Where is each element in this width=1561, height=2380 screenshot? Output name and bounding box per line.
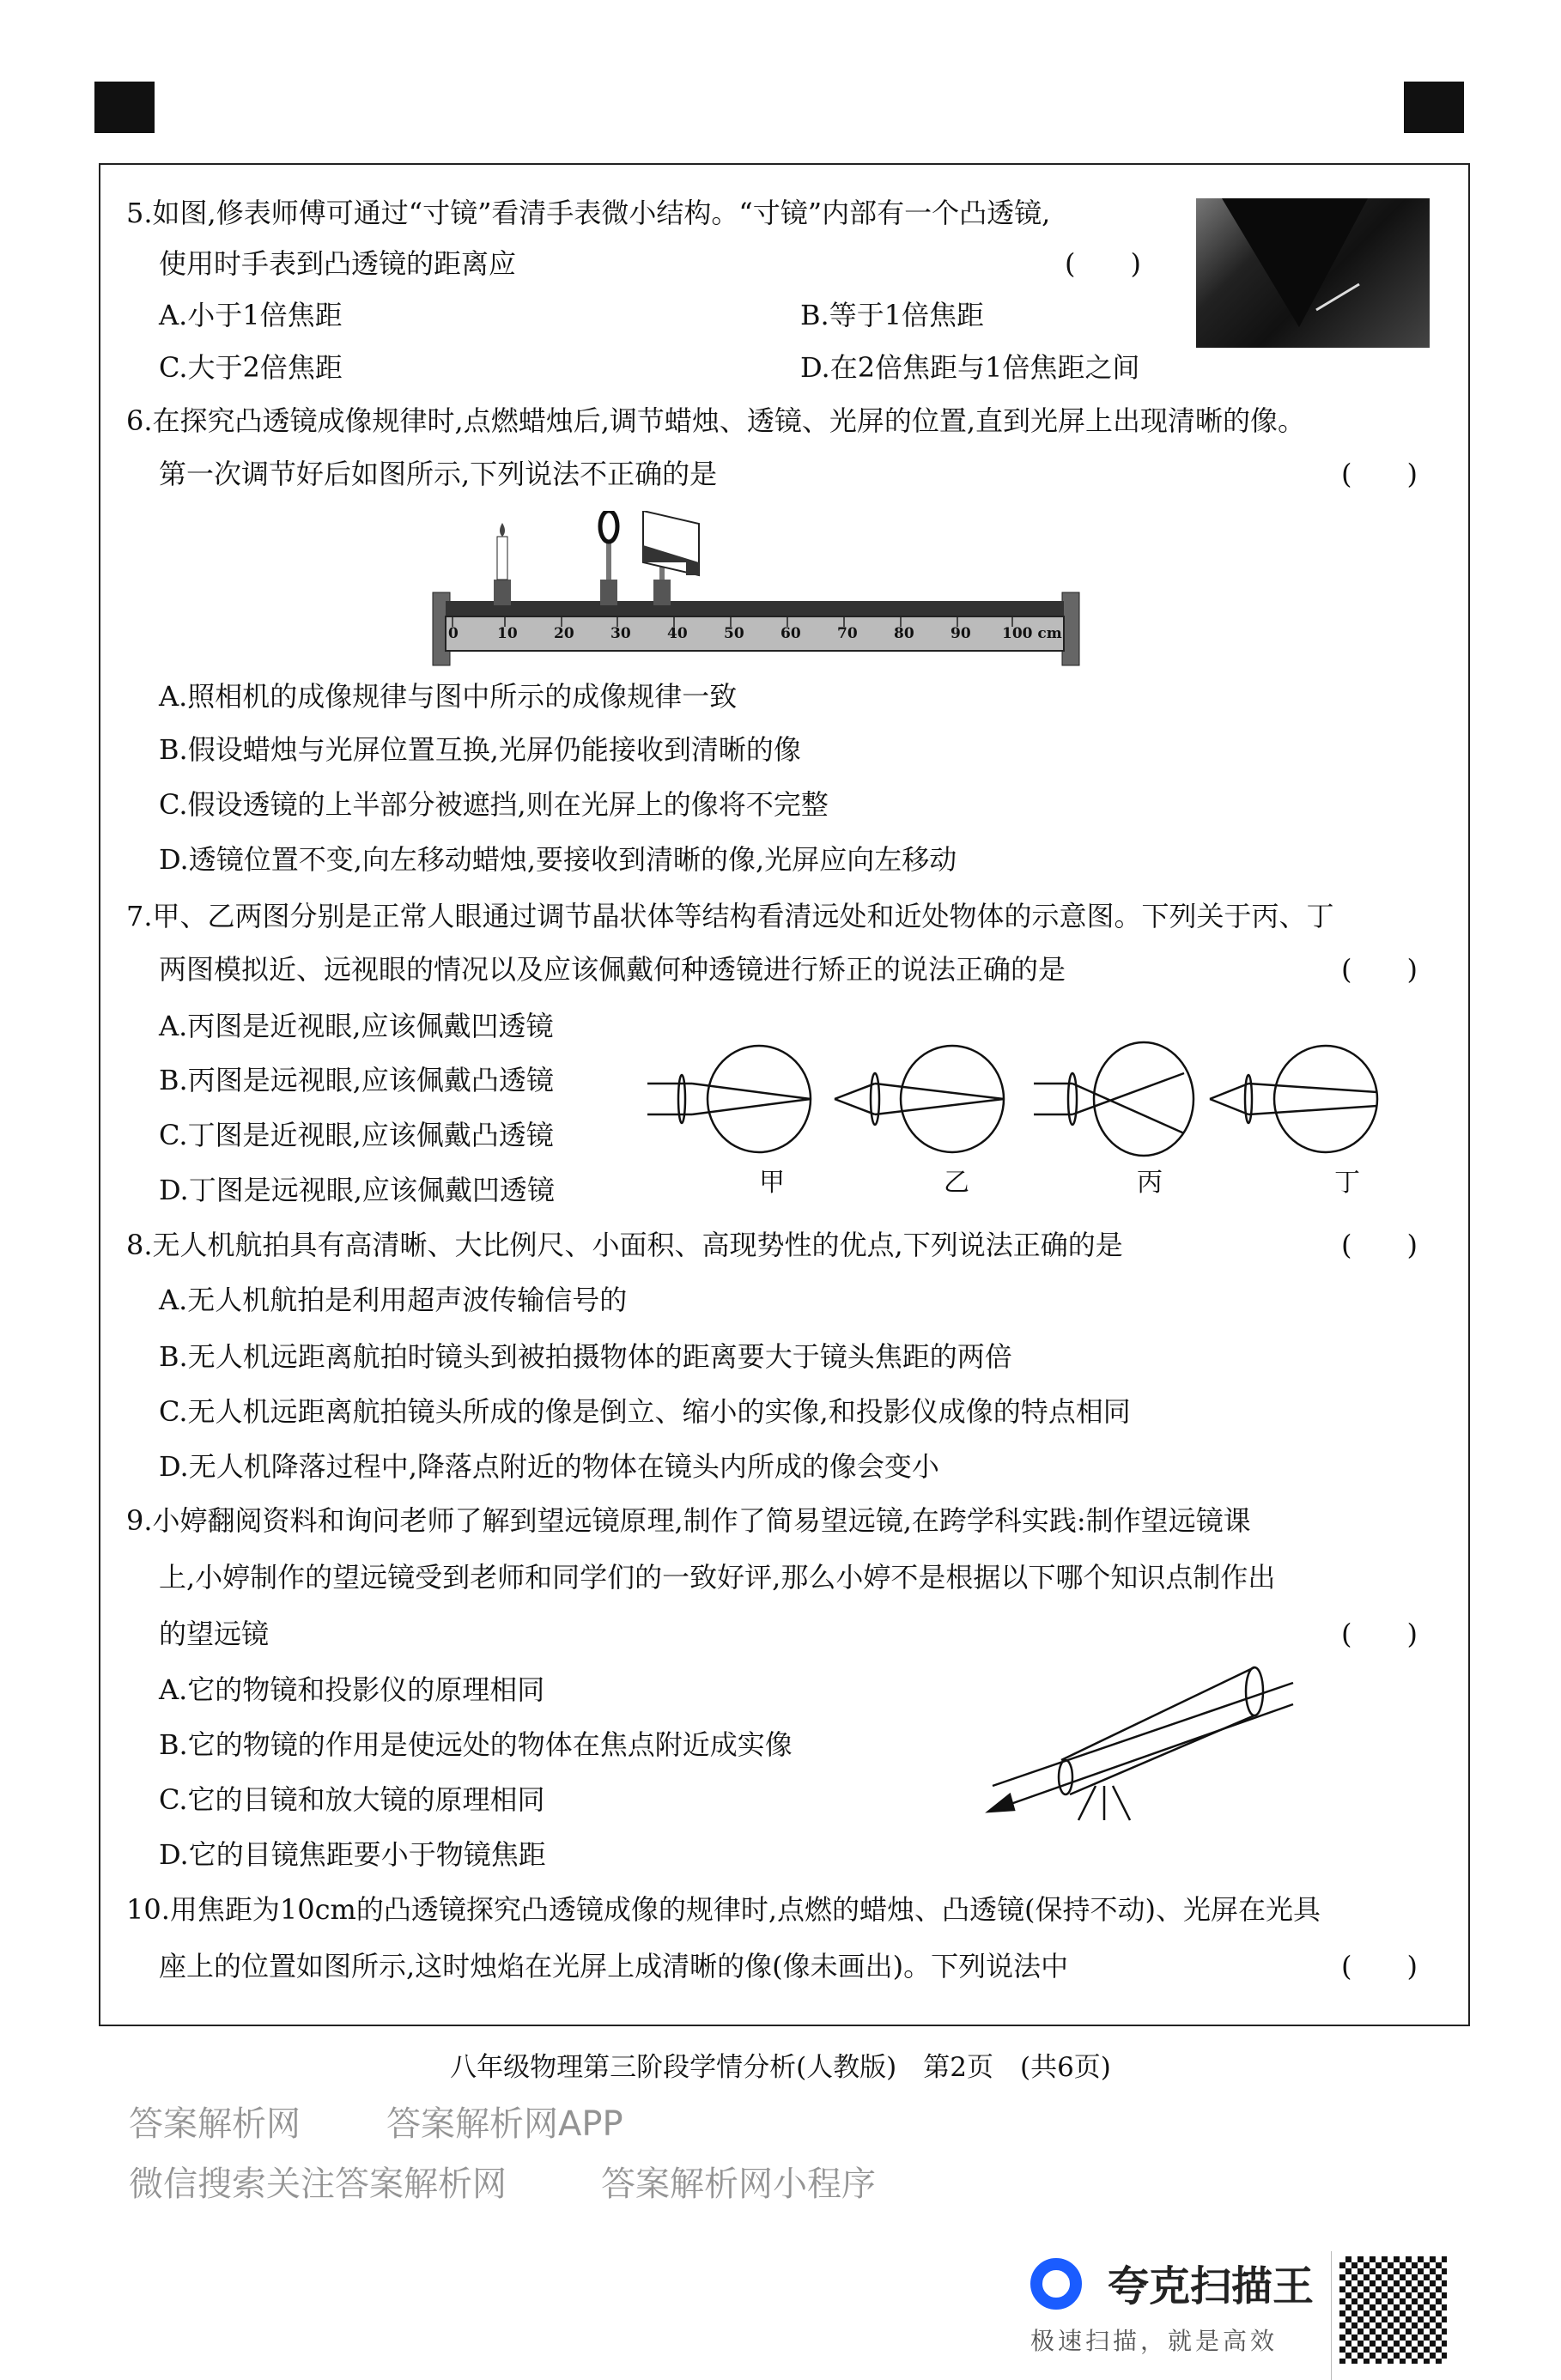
watermark: 微信搜索关注答案解析网 xyxy=(129,2164,507,2204)
q9-stem-3: 的望远镜 xyxy=(159,1618,270,1650)
q8-option-a: A.无人机航拍是利用超声波传输信号的 xyxy=(159,1284,628,1316)
ruler-tick: 60 xyxy=(780,625,801,642)
q10-answer-bracket: ( ) xyxy=(1341,1950,1418,1982)
ruler-tick: 90 xyxy=(951,625,971,642)
q8-option-b: B.无人机远距离航拍时镜头到被拍摄物体的距离要大于镜头焦距的两倍 xyxy=(159,1340,1012,1373)
q9-answer-bracket: ( ) xyxy=(1341,1618,1418,1650)
q5-option-a: A.小于1倍焦距 xyxy=(159,299,343,331)
ruler-tick: 30 xyxy=(610,625,631,642)
ruler-tick: 70 xyxy=(837,625,858,642)
q7-option-c: C.丁图是近视眼,应该佩戴凸透镜 xyxy=(159,1119,554,1151)
q7-option-a: A.丙图是近视眼,应该佩戴凹透镜 xyxy=(159,1010,554,1042)
ruler-tick: 10 xyxy=(497,625,518,642)
q10-stem-2: 座上的位置如图所示,这时烛焰在光屏上成清晰的像(像未画出)。下列说法中 xyxy=(159,1950,1069,1982)
label-jia: 甲 xyxy=(759,1168,785,1198)
q5-option-c: C.大于2倍焦距 xyxy=(159,351,343,384)
q5-stem-1: 5.如图,修表师傅可通过“寸镜”看清手表微小结构。“寸镜”内部有一个凸透镜, xyxy=(126,197,1051,229)
eye-bing xyxy=(1034,1042,1194,1156)
q6-option-c: C.假设透镜的上半部分被遮挡,则在光屏上的像将不完整 xyxy=(159,788,829,821)
q6-stem-2: 第一次调节好后如图所示,下列说法不正确的是 xyxy=(159,458,718,490)
q9-option-b: B.它的物镜的作用是使远处的物体在焦点附近成实像 xyxy=(159,1728,793,1761)
q5-stem-2: 使用时手表到凸透镜的距离应 xyxy=(159,247,517,280)
telescope-figure xyxy=(975,1657,1296,1824)
quark-logo-icon xyxy=(1030,2258,1082,2310)
q6-answer-bracket: ( ) xyxy=(1341,458,1418,490)
corner-marker-left xyxy=(94,82,155,133)
ruler-tick: 100 cm xyxy=(1002,625,1062,642)
watch-repair-photo xyxy=(1196,198,1430,348)
ruler-tick: 50 xyxy=(724,625,744,642)
q8-answer-bracket: ( ) xyxy=(1341,1229,1418,1261)
label-bing: 丙 xyxy=(1137,1168,1163,1198)
q5-option-b: B.等于1倍焦距 xyxy=(800,299,985,331)
q8-stem-1: 8.无人机航拍具有高清晰、大比例尺、小面积、高现势性的优点,下列说法正确的是 xyxy=(126,1229,1123,1261)
q9-stem-2: 上,小婷制作的望远镜受到老师和同学们的一致好评,那么小婷不是根据以下哪个知识点制作出 xyxy=(159,1561,1276,1594)
eye-ding xyxy=(1210,1046,1377,1152)
ruler-tick: 40 xyxy=(667,625,688,642)
eye-diagrams-figure xyxy=(647,1039,1403,1211)
q9-option-c: C.它的目镜和放大镜的原理相同 xyxy=(159,1783,545,1816)
q7-stem-2: 两图模拟近、远视眼的情况以及应该佩戴何种透镜进行矫正的说法正确的是 xyxy=(159,953,1066,986)
q6-option-d: D.透镜位置不变,向左移动蜡烛,要接收到清晰的像,光屏应向左移动 xyxy=(159,843,957,876)
q7-answer-bracket: ( ) xyxy=(1341,953,1418,986)
q5-answer-bracket: ( ) xyxy=(1065,247,1141,280)
ruler-tick: 20 xyxy=(554,625,574,642)
label-ding: 丁 xyxy=(1334,1168,1360,1198)
watermark: 答案解析网APP xyxy=(386,2104,623,2144)
page-footer: 八年级物理第三阶段学情分析(人教版) 第2页 (共6页) xyxy=(450,2052,1111,2083)
ruler-scale xyxy=(446,624,1081,645)
brand-name: 夸克扫描王 xyxy=(1108,2262,1315,2310)
corner-marker-right xyxy=(1404,82,1464,133)
brand-slogan: 极速扫描，就是高效 xyxy=(1030,2327,1279,2355)
logo-divider xyxy=(1331,2251,1332,2380)
q6-option-b: B.假设蜡烛与光屏位置互换,光屏仍能接收到清晰的像 xyxy=(159,733,801,766)
q5-option-d: D.在2倍焦距与1倍焦距之间 xyxy=(800,351,1140,384)
q7-option-b: B.丙图是远视眼,应该佩戴凸透镜 xyxy=(159,1064,554,1096)
label-yi: 乙 xyxy=(944,1168,969,1198)
q9-option-d: D.它的目镜焦距要小于物镜焦距 xyxy=(159,1838,546,1871)
optical-bench-figure xyxy=(411,511,1101,671)
q6-option-a: A.照相机的成像规律与图中所示的成像规律一致 xyxy=(159,680,738,713)
ruler-tick: 80 xyxy=(894,625,914,642)
q8-option-d: D.无人机降落过程中,降落点附近的物体在镜头内所成的像会变小 xyxy=(159,1450,939,1483)
q9-option-a: A.它的物镜和投影仪的原理相同 xyxy=(159,1673,545,1706)
ruler-tick: 0 xyxy=(448,625,459,642)
watermark: 答案解析网 xyxy=(129,2104,301,2144)
watermark: 答案解析网小程序 xyxy=(601,2164,876,2204)
scanner-brand-logo xyxy=(1026,2241,1455,2370)
q6-stem-1: 6.在探究凸透镜成像规律时,点燃蜡烛后,调节蜡烛、透镜、光屏的位置,直到光屏上出现清晰的像。 xyxy=(126,404,1306,437)
eye-jia xyxy=(647,1046,811,1152)
q8-option-c: C.无人机远距离航拍镜头所成的像是倒立、缩小的实像,和投影仪成像的特点相同 xyxy=(159,1395,1131,1428)
q10-stem-1: 10.用焦距为10cm的凸透镜探究凸透镜成像的规律时,点燃的蜡烛、凸透镜(保持不动)、光屏在光具 xyxy=(126,1893,1321,1926)
q7-option-d: D.丁图是远视眼,应该佩戴凹透镜 xyxy=(159,1174,555,1206)
q7-stem-1: 7.甲、乙两图分别是正常人眼通过调节晶状体等结构看清远处和近处物体的示意图。下列关于丙、丁 xyxy=(126,900,1334,932)
eye-yi xyxy=(835,1046,1004,1152)
qr-code[interactable] xyxy=(1339,2256,1447,2364)
q9-stem-1: 9.小婷翻阅资料和询问老师了解到望远镜原理,制作了简易望远镜,在跨学科实践:制作望远镜课 xyxy=(126,1504,1251,1537)
